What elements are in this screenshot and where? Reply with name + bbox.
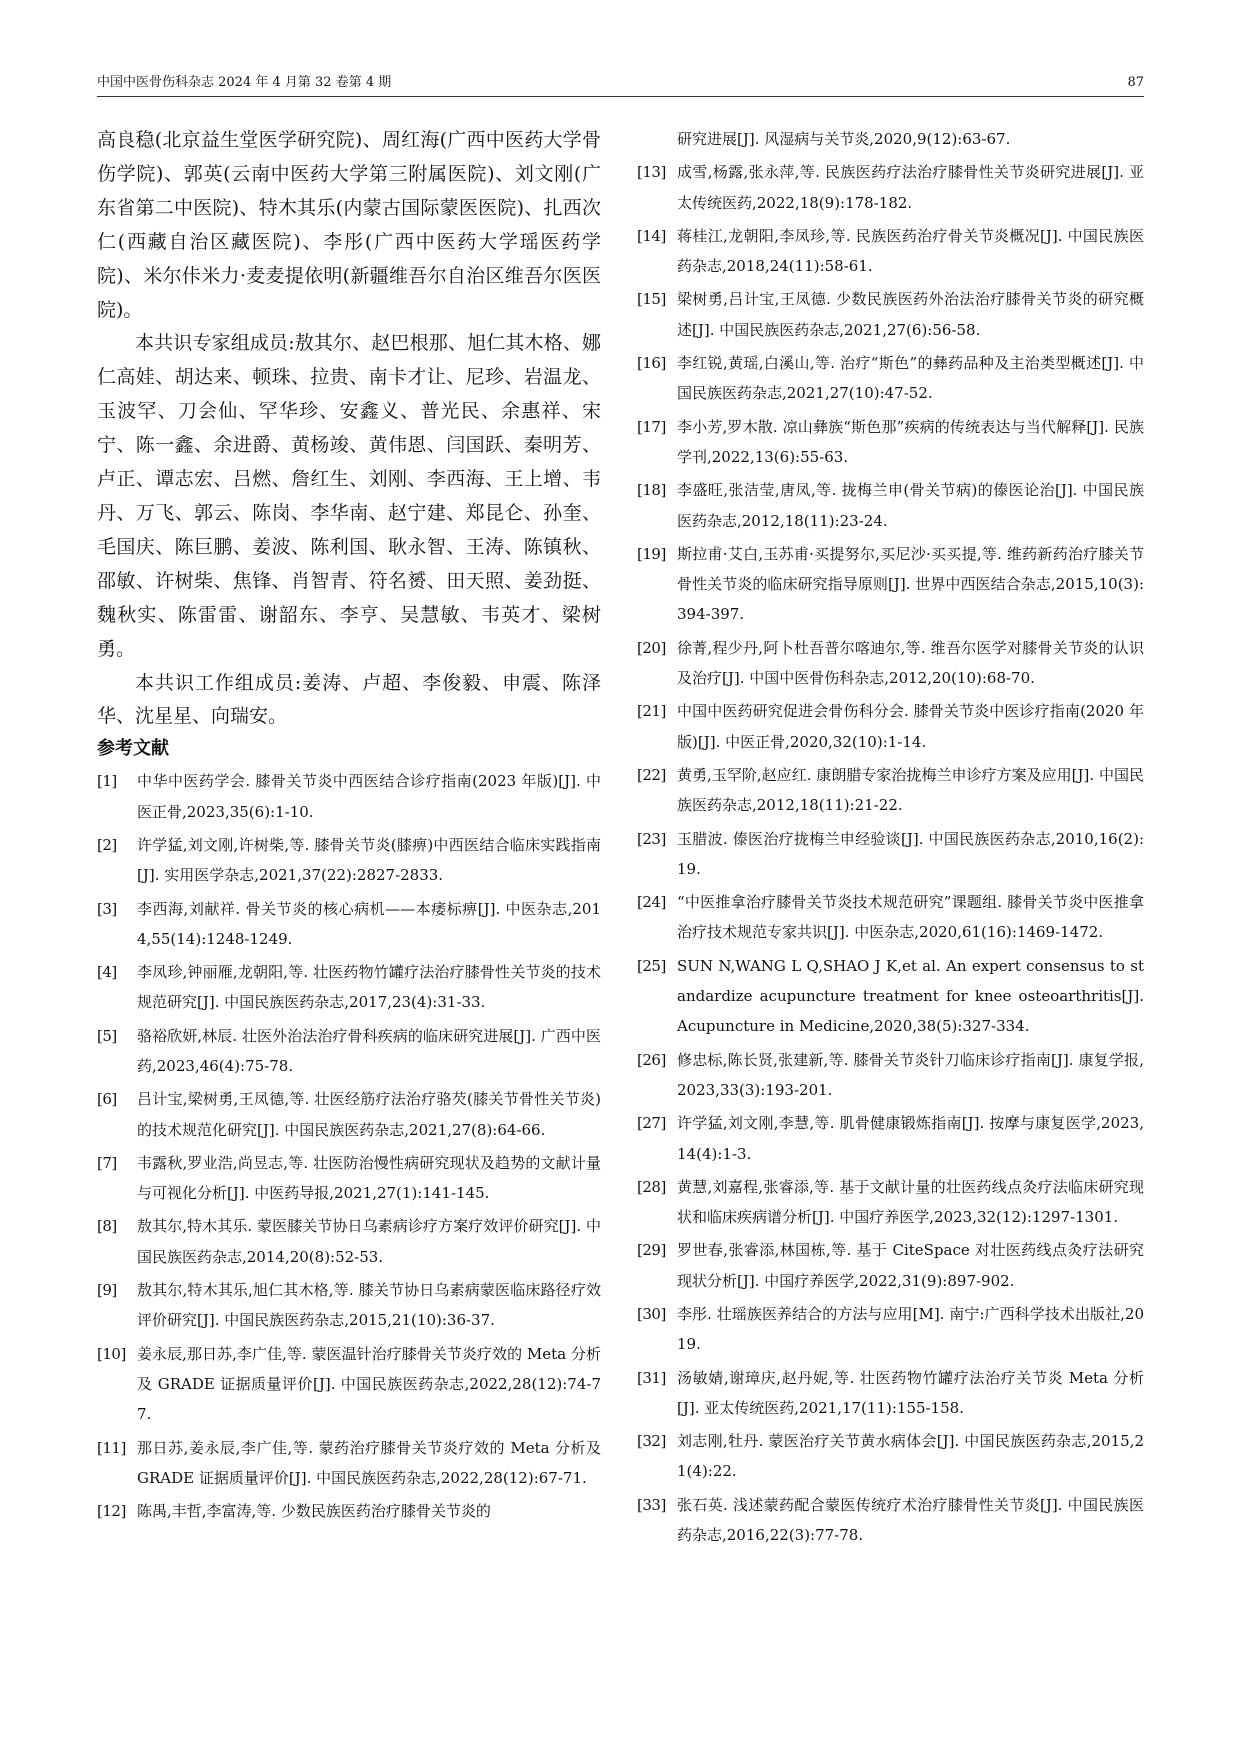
reference-number: [26] [637, 1050, 666, 1069]
expert-group-paragraph: 本共识专家组成员:敖其尔、赵巴根那、旭仁其木格、娜仁高娃、胡达来、顿珠、拉贵、南卡才让、尼珍、岩温龙、玉波罕、刀会仙、罕华珍、安鑫义、普光民、余惠祥、宋宁、陈一鑫、余进爵、黄杨竣、黄伟恩、闫国跃、秦明芳、卢正、谭志宏、吕燃、詹红生、刘刚、李西海、王上增、韦丹、万飞、郭云、陈岗、李华南、赵宁建、郑昆仑、孙奎、毛国庆、陈巨鹏、姜波、陈利国、耿永智、王涛、陈镇秋、邵敏、许树柴、焦锋、肖智青、符名赟、田天照、姜劲挺、魏秋实、陈雷雷、谢韶东、李亨、吴慧敏、韦英才、梁树勇。 [97, 332, 601, 660]
reference-entry [637, 951, 1144, 1042]
reference-entry [637, 1235, 1144, 1296]
reference-text: 张石英. 浅述蒙药配合蒙医传统疗术治疗膝骨性关节炎[J]. 中国民族医药杂志,2016,22(3):77-78. [677, 1495, 1144, 1545]
reference-number: [6] [97, 1090, 117, 1109]
reference-text: “中医推拿治疗膝骨关节炎技术规范研究”课题组. 膝骨关节炎中医推拿治疗技术规范专家共识[J]. 中医杂志,2020,61(16):1469-1472. [677, 893, 1144, 942]
left-column [97, 124, 601, 1664]
reference-entry [637, 1299, 1144, 1360]
reference-number: [19] [637, 544, 666, 563]
reference-entry [637, 887, 1144, 948]
reference-text: 刘志刚,牡丹. 蒙医治疗关节黄水病体会[J]. 中国民族医药杂志,2015,21(4):22. [677, 1432, 1144, 1481]
reference-entry [637, 157, 1144, 218]
reference-text: 李小芳,罗木散. 凉山彝族“斯色那”疾病的传统表达与当代解释[J]. 民族学刊,2022,13(6):55-63. [677, 417, 1144, 466]
reference-entry [637, 633, 1144, 694]
reference-text: 汤敏婧,谢璋庆,赵丹妮,等. 壮医药物竹罐疗法治疗关节炎 Meta 分析[J]. 亚太传统医药,2021,17(11):155-158. [677, 1368, 1144, 1417]
reference-entry [637, 412, 1144, 473]
running-header [97, 74, 1144, 97]
reference-entry [637, 1363, 1144, 1424]
reference-text: 中华中医药学会. 膝骨关节炎中西医结合诊疗指南(2023 年版)[J]. 中医正骨,2023,35(6):1-10. [137, 772, 601, 821]
journal-title: 中国中医骨伤科杂志 2024 年 4 月第 32 卷第 4 期 [97, 75, 392, 90]
reference-text: 黄慧,刘嘉程,张睿添,等. 基于文献计量的壮医药线点灸疗法临床研究现状和临床疾病谱分析[J]. 中国疗养医学,2023,32(12):1297-1301. [677, 1177, 1144, 1227]
reference-entry [637, 348, 1144, 409]
reference-number: [5] [97, 1026, 117, 1045]
reference-text: 敖其尔,特木其乐. 蒙医膝关节协日乌素病诊疗方案疗效评价研究[J]. 中国民族医药杂志,2014,20(8):52-53. [137, 1217, 601, 1266]
reference-number: [11] [97, 1438, 126, 1457]
reference-entry [97, 1021, 601, 1082]
reference-number: [25] [637, 956, 666, 975]
reference-number: [9] [97, 1281, 117, 1300]
reference-number: [22] [637, 765, 666, 784]
reference-entry [637, 824, 1144, 885]
reference-text: 李盛旺,张洁莹,唐凤,等. 拢梅兰申(骨关节病)的傣医论治[J]. 中国民族医药杂志,2012,18(11):23-24. [677, 481, 1144, 530]
reference-list-left [97, 766, 601, 1526]
reference-text: 蒋桂江,龙朝阳,李凤珍,等. 民族医药治疗骨关节炎概况[J]. 中国民族医药杂志,2018,24(11):58-61. [677, 226, 1144, 276]
reference-entry [97, 894, 601, 955]
reference-text: 徐菁,程少丹,阿卜杜吾普尔喀迪尔,等. 维吾尔医学对膝骨关节炎的认识及治疗[J]. 中国中医骨伤科杂志,2012,20(10):68-70. [677, 638, 1144, 688]
reference-text: 许学猛,刘文刚,李慧,等. 肌骨健康锻炼指南[J]. 按摩与康复医学,2023,14(4):1-3. [677, 1114, 1144, 1163]
reference-entry [637, 539, 1144, 630]
contributor-paragraph: 高良稳(北京益生堂医学研究院)、周红海(广西中医药大学骨伤学院)、郭英(云南中医药大学第三附属医院)、刘文刚(广东省第二中医院)、特木其乐(内蒙古国际蒙医医院)、扎西次仁(西藏自治区藏医院)、李彤(广西中医药大学瑶医药学院)、米尔佧米力·麦麦提依明(新疆维吾尔自治区维吾尔医医院)。 [97, 129, 601, 321]
reference-number: [16] [637, 354, 666, 373]
reference-number: [20] [637, 638, 666, 657]
reference-text: 玉腊波. 傣医治疗拢梅兰申经验谈[J]. 中国民族医药杂志,2010,16(2):19. [677, 829, 1144, 878]
reference-text: 研究进展[J]. 风湿病与关节炎,2020,9(12):63-67. [677, 130, 1011, 148]
reference-text: 成雪,杨露,张永萍,等. 民族医药疗法治疗膝骨性关节炎研究进展[J]. 亚太传统医药,2022,18(9):178-182. [677, 163, 1144, 212]
reference-entry [637, 696, 1144, 757]
reference-number: [2] [97, 835, 117, 854]
reference-text: 许学猛,刘文刚,许树柴,等. 膝骨关节炎(膝痹)中西医结合临床实践指南[J]. 实用医学杂志,2021,37(22):2827-2833. [137, 835, 601, 885]
reference-number: [7] [97, 1153, 117, 1172]
reference-entry [97, 830, 601, 891]
reference-text: 梁树勇,吕计宝,王凤德. 少数民族医药外治法治疗膝骨关节炎的研究概述[J]. 中国民族医药杂志,2021,27(6):56-58. [677, 290, 1144, 339]
reference-entry [637, 1490, 1144, 1551]
references-heading: 参考文献 [97, 738, 169, 760]
reference-text: 李凤珍,钟丽雁,龙朝阳,等. 壮医药物竹罐疗法治疗膝骨性关节炎的技术规范研究[J]. 中国民族医药杂志,2017,23(4):31-33. [137, 963, 601, 1012]
reference-text: 李红锐,黄瑶,白溪山,等. 治疗“斯色”的彝药品种及主治类型概述[J]. 中国民族医药杂志,2021,27(10):47-52. [677, 354, 1144, 403]
reference-entry [97, 766, 601, 827]
reference-number: [23] [637, 829, 666, 848]
reference-number: [1] [97, 772, 117, 791]
reference-number: [13] [637, 163, 666, 182]
reference-text: 敖其尔,特木其乐,旭仁其木格,等. 膝关节协日乌素病蒙医临床路径疗效评价研究[J]. 中国民族医药杂志,2015,21(10):36-37. [137, 1281, 601, 1330]
reference-text: 修忠标,陈长贤,张建新,等. 膝骨关节炎针刀临床诊疗指南[J]. 康复学报,2023,33(3):193-201. [677, 1050, 1144, 1099]
reference-text: 骆裕欣妍,林辰. 壮医外治法治疗骨科疾病的临床研究进展[J]. 广西中医药,2023,46(4):75-78. [137, 1026, 601, 1075]
reference-text: 黄勇,玉罕阶,赵应红. 康朗腊专家治拢梅兰申诊疗方案及应用[J]. 中国民族医药杂志,2012,18(11):21-22. [677, 765, 1144, 815]
reference-number: [8] [97, 1217, 117, 1236]
page-number: 87 [1127, 75, 1144, 90]
reference-number: [14] [637, 226, 666, 245]
reference-text: 韦露秋,罗业浩,尚昱志,等. 壮医防治慢性病研究现状及趋势的文献计量与可视化分析[J]. 中医药导报,2021,27(1):141-145. [137, 1153, 601, 1203]
reference-list-right [637, 124, 1144, 1550]
reference-entry [637, 760, 1144, 821]
reference-text: 吕计宝,梁树勇,王凤德,等. 壮医经筋疗法治疗骆芡(膝关节骨性关节炎)的技术规范化研究[J]. 中国民族医药杂志,2021,27(8):64-66. [137, 1090, 601, 1139]
reference-entry [637, 221, 1144, 282]
reference-number: [28] [637, 1177, 666, 1196]
reference-entry [637, 1172, 1144, 1233]
reference-entry [637, 475, 1144, 536]
reference-text: 姜永辰,那日苏,李广佳,等. 蒙医温针治疗膝骨关节炎疗效的 Meta 分析及 GRADE 证据质量评价[J]. 中国民族医药杂志,2022,28(12):74-77. [137, 1344, 601, 1424]
reference-entry [637, 284, 1144, 345]
reference-text: 罗世春,张睿添,林国栋,等. 基于 CiteSpace 对壮医药线点灸疗法研究现状分析[J]. 中国疗养医学,2022,31(9):897-902. [677, 1241, 1144, 1290]
reference-number: [31] [637, 1368, 666, 1387]
reference-number: [21] [637, 702, 666, 721]
reference-number: [24] [637, 893, 666, 912]
reference-number: [10] [97, 1344, 126, 1363]
reference-number: [29] [637, 1241, 666, 1260]
reference-text: 李西海,刘献祥. 骨关节炎的核心病机——本痿标痹[J]. 中医杂志,2014,55(14):1248-1249. [137, 899, 601, 948]
reference-number: [17] [637, 417, 666, 436]
reference-text: 李彤. 壮瑶族医养结合的方法与应用[M]. 南宁:广西科学技术出版社,2019. [677, 1304, 1144, 1354]
reference-number: [3] [97, 899, 117, 918]
reference-entry [97, 1084, 601, 1145]
working-group-paragraph: 本共识工作组成员:姜涛、卢超、李俊毅、申震、陈泽华、沈星星、向瑞安。 [97, 671, 601, 728]
right-column [637, 124, 1144, 1664]
reference-text: 斯拉甫·艾白,玉苏甫·买提努尔,买尼沙·买买提,等. 维药新药治疗膝关节骨性关节炎的临床研究指导原则[J]. 世界中西医结合杂志,2015,10(3):394-397. [677, 544, 1144, 624]
reference-number: [4] [97, 963, 117, 982]
reference-number: [30] [637, 1304, 666, 1323]
reference-number: [33] [637, 1495, 666, 1514]
reference-text: SUN N,WANG L Q,SHAO J K,et al. An expert consensus to standardize acupuncture treatment for knee osteoarthritis[J]. Acupuncture in Medicine,2020,38(5):327-334. [677, 956, 1144, 1036]
reference-number: [12] [97, 1502, 126, 1521]
reference-entry [637, 1045, 1144, 1106]
reference-number: [32] [637, 1432, 666, 1451]
reference-number: [27] [637, 1114, 666, 1133]
reference-entry [97, 1211, 601, 1272]
reference-number: [15] [637, 290, 666, 309]
reference-entry [97, 1496, 601, 1526]
reference-entry [97, 1433, 601, 1494]
reference-entry [97, 1339, 601, 1430]
reference-number: [18] [637, 481, 666, 500]
reference-entry [97, 957, 601, 1018]
reference-entry [637, 124, 1144, 154]
reference-entry [97, 1275, 601, 1336]
reference-entry [637, 1108, 1144, 1169]
reference-entry [97, 1148, 601, 1209]
reference-text: 陈禺,丰哲,李富涛,等. 少数民族医药治疗膝骨关节炎的 [137, 1502, 491, 1521]
reference-text: 中国中医药研究促进会骨伤科分会. 膝骨关节炎中医诊疗指南(2020 年版)[J]. 中医正骨,2020,32(10):1-14. [677, 702, 1144, 751]
reference-text: 那日苏,姜永辰,李广佳,等. 蒙药治疗膝骨关节炎疗效的 Meta 分析及 GRADE 证据质量评价[J]. 中国民族医药杂志,2022,28(12):67-71. [137, 1438, 601, 1487]
reference-entry [637, 1426, 1144, 1487]
